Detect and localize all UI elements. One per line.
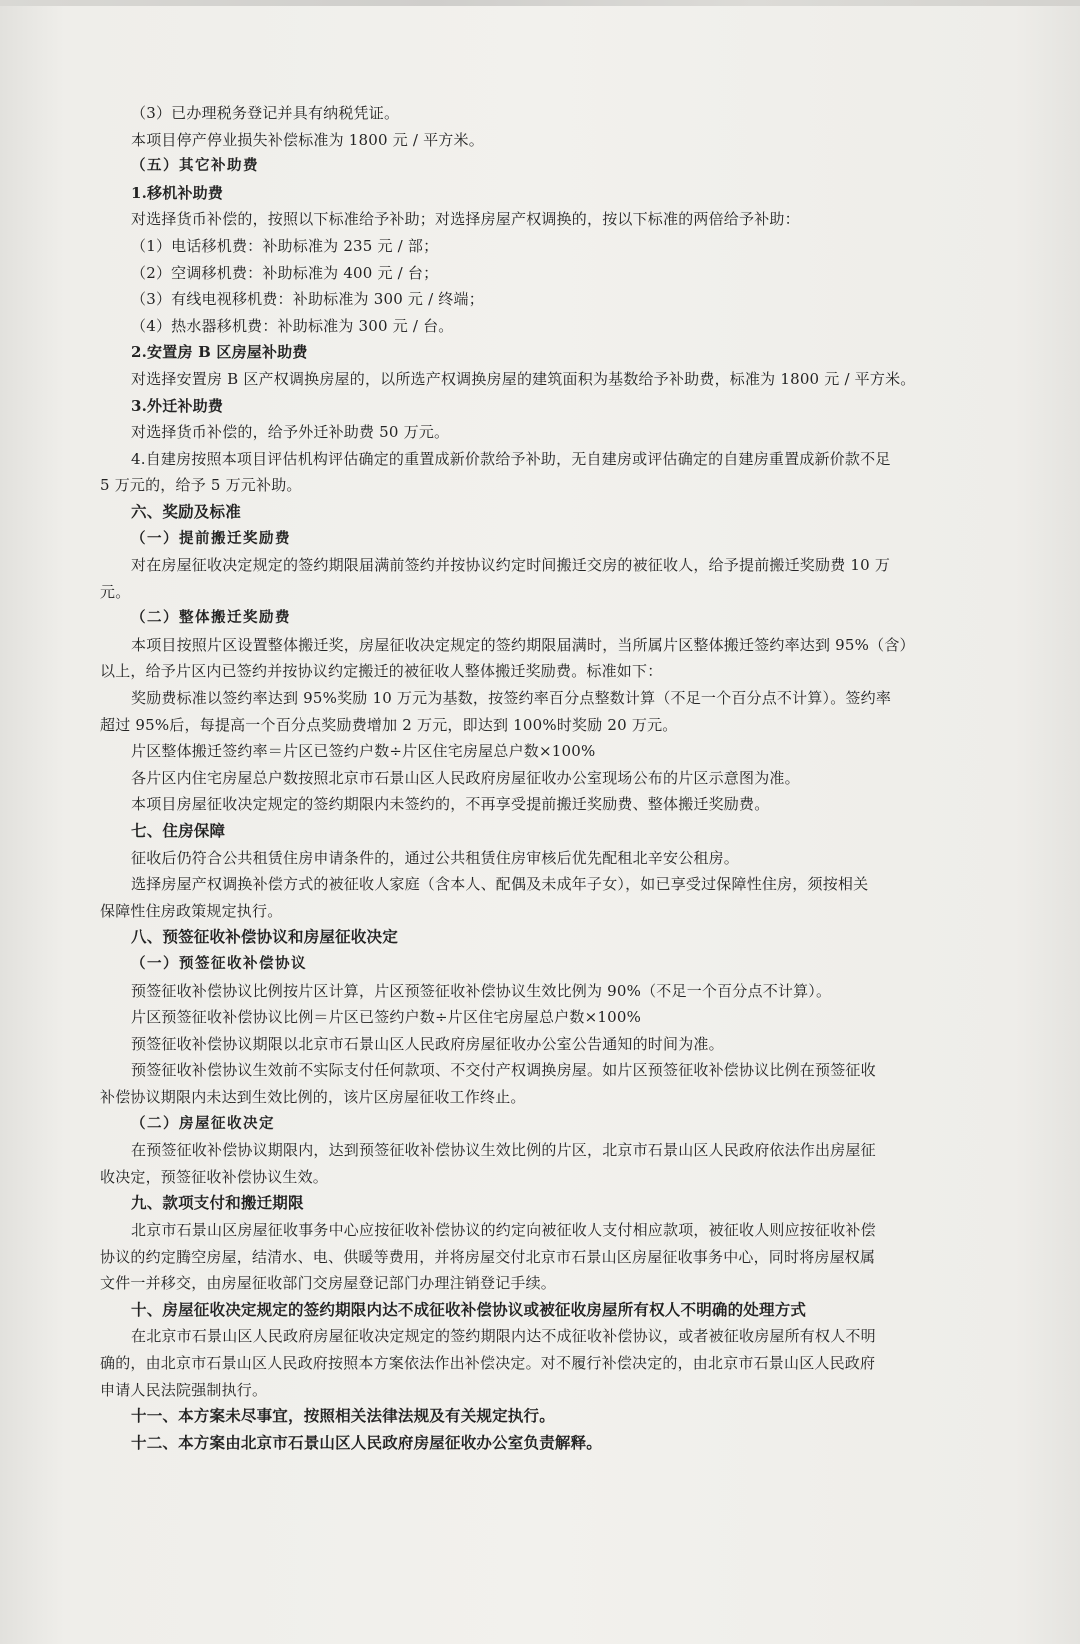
text-line: 1.移机补助费 <box>131 183 224 202</box>
text-line: 对选择货币补偿的，给予外迁补助费 50 万元。 <box>131 423 450 442</box>
text-line: 预签征收补偿协议期限以北京市石景山区人民政府房屋征收办公室公告通知的时间为准。 <box>131 1034 724 1053</box>
text-line: （五）其它补助费 <box>131 157 259 175</box>
text-line: 对选择安置房 B 区产权调换房屋的，以所选产权调换房屋的建筑面积为基数给予补助费，标准为 1800 元 / 平方米。 <box>131 369 916 388</box>
text-line: （2）空调移机费：补助标准为 400 元 / 台； <box>131 263 439 282</box>
text-line: 奖励费标准以签约率达到 95%奖励 10 万元为基数，按签约率百分点整数计算（不足一个百分点不计算）。签约率 <box>131 689 892 708</box>
text-line: 申请人民法院强制执行。 <box>100 1380 268 1399</box>
text-line: 4.自建房按照本项目评估机构评估确定的重置成新价款给予补助，无自建房或评估确定的自建房重置成新价款不足 <box>131 449 891 468</box>
text-line: 收决定，预签征收补偿协议生效。 <box>100 1167 329 1186</box>
text-line: 超过 95%后，每提高一个百分点奖励费增加 2 万元，即达到 100%时奖励 20 万元。 <box>100 715 678 734</box>
scan-edge <box>0 0 1080 6</box>
text-line: 十二、本方案由北京市石景山区人民政府房屋征收办公室负责解释。 <box>131 1433 603 1452</box>
text-line: 在北京市石景山区人民政府房屋征收决定规定的签约期限内达不成征收补偿协议，或者被征收房屋所有权人不明 <box>131 1327 876 1346</box>
text-line: 本项目停产停业损失补偿标准为 1800 元 / 平方米。 <box>131 130 484 149</box>
text-line: （一）预签征收补偿协议 <box>131 955 307 972</box>
text-line: （二）房屋征收决定 <box>131 1114 275 1132</box>
text-line: 文件一并移交，由房屋征收部门交房屋登记部门办理注销登记手续。 <box>100 1274 557 1293</box>
text-line: 北京市石景山区房屋征收事务中心应按征收补偿协议的约定向被征收人支付相应款项，被征收人则应按征收补偿 <box>131 1220 876 1239</box>
text-line: 协议的约定腾空房屋，结清水、电、供暖等费用，并将房屋交付北京市石景山区房屋征收事务中心，同时将房屋权属 <box>100 1247 876 1266</box>
text-line: 本项目房屋征收决定规定的签约期限内未签约的，不再享受提前搬迁奖励费、整体搬迁奖励费。 <box>131 795 770 814</box>
text-line: 3.外迁补助费 <box>131 396 224 415</box>
text-line: （3）有线电视移机费：补助标准为 300 元 / 终端； <box>131 290 484 309</box>
text-line: 七、住房保障 <box>131 822 226 841</box>
text-line: （3）已办理税务登记并具有纳税凭证。 <box>131 104 400 122</box>
text-line: 十一、本方案未尽事宜，按照相关法律法规及有关规定执行。 <box>131 1407 555 1426</box>
text-line: 预签征收补偿协议生效前不实际支付任何款项、不交付产权调换房屋。如片区预签征收补偿协议比例在预签征收 <box>131 1061 876 1080</box>
text-line: （1）电话移机费：补助标准为 235 元 / 部； <box>131 236 439 255</box>
text-line: 九、款项支付和搬迁期限 <box>131 1194 304 1213</box>
text-line: 对选择货币补偿的，按照以下标准给予补助；对选择房屋产权调换的，按以下标准的两倍给予补助： <box>131 210 800 229</box>
text-line: （一）提前搬迁奖励费 <box>131 529 291 547</box>
text-line: 十、房屋征收决定规定的签约期限内达不成征收补偿协议或被征收房屋所有权人不明确的处理方式 <box>131 1300 807 1319</box>
text-line: 八、预签征收补偿协议和房屋征收决定 <box>131 928 398 947</box>
text-line: （二）整体搬迁奖励费 <box>131 609 291 627</box>
text-line: 本项目按照片区设置整体搬迁奖，房屋征收决定规定的签约期限届满时，当所属片区整体搬迁签约率达到 95%（含） <box>131 635 915 654</box>
text-line: 保障性住房政策规定执行。 <box>100 901 283 920</box>
text-line: 元。 <box>100 582 131 601</box>
text-line: 确的，由北京市石景山区人民政府按照本方案依法作出补偿决定。对不履行补偿决定的，由北京市石景山区人民政府 <box>100 1353 876 1372</box>
text-line: （4）热水器移机费：补助标准为 300 元 / 台。 <box>131 316 454 335</box>
text-line: 2.安置房 B 区房屋补助费 <box>131 343 308 362</box>
text-line: 片区预签征收补偿协议比例＝片区已签约户数÷片区住宅房屋总户数×100% <box>131 1008 642 1027</box>
text-line: 各片区内住宅房屋总户数按照北京市石景山区人民政府房屋征收办公室现场公布的片区示意图为准。 <box>131 768 800 787</box>
text-line: 对在房屋征收决定规定的签约期限届满前签约并按协议约定时间搬迁交房的被征收人，给予提前搬迁奖励费 10 万 <box>131 556 891 575</box>
text-line: 在预签征收补偿协议期限内，达到预签征收补偿协议生效比例的片区，北京市石景山区人民政府依法作出房屋征 <box>131 1141 876 1160</box>
text-line: 补偿协议期限内未达到生效比例的，该片区房屋征收工作终止。 <box>100 1087 526 1106</box>
text-line: 选择房屋产权调换补偿方式的被征收人家庭（含本人、配偶及未成年子女），如已享受过保障性住房，须按相关 <box>131 875 869 894</box>
text-line: 征收后仍符合公共租赁住房申请条件的，通过公共租赁住房审核后优先配租北辛安公租房。 <box>131 848 740 867</box>
document-body <box>100 100 950 1456</box>
text-line: 预签征收补偿协议比例按片区计算，片区预签征收补偿协议生效比例为 90%（不足一个百分点不计算）。 <box>131 981 832 1000</box>
text-line: 六、奖励及标准 <box>131 502 241 521</box>
text-line: 以上，给予片区内已签约并按协议约定搬迁的被征收人整体搬迁奖励费。标准如下： <box>100 662 663 681</box>
text-line: 片区整体搬迁签约率＝片区已签约户数÷片区住宅房屋总户数×100% <box>131 742 596 761</box>
text-line: 5 万元的，给予 5 万元补助。 <box>100 476 302 495</box>
